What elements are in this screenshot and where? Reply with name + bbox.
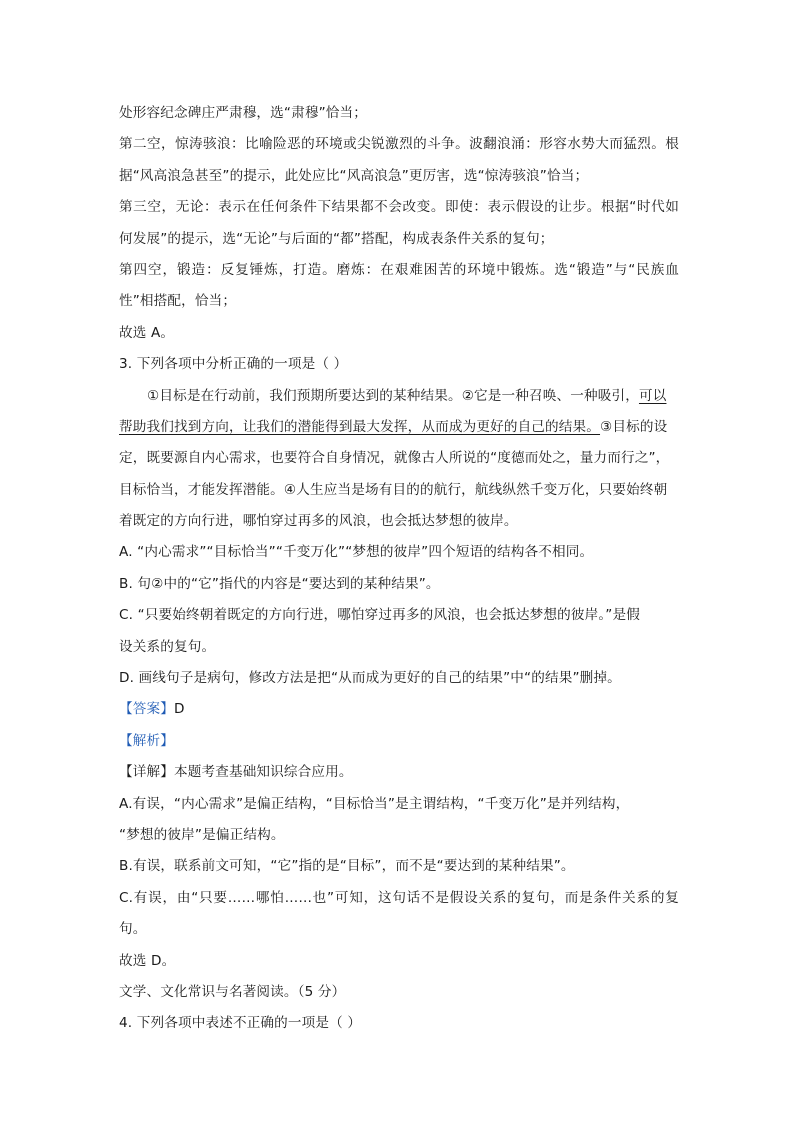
analysis-line bbox=[119, 726, 679, 757]
text-line: 处形容纪念碑庄严肃穆，选“肃穆”恰当； bbox=[119, 105, 368, 121]
passage-text: ③目标的设 bbox=[600, 418, 668, 435]
detail-b: B.有误，联系前文可知，“它”指的是“目标”，而不是“要达到的某种结果”。 bbox=[119, 858, 575, 875]
underlined-sentence: 帮助我们找到方向，让我们的潜能得到最大发挥，从而成为更好的自己的结果。 bbox=[119, 418, 601, 435]
text-line: 第二空，惊涛骇浪：比喻险恶的环境或尖锐激烈的斗争。波翻浪涌：形容水势大而猛烈。根 bbox=[119, 136, 679, 153]
passage-text: ①目标是在行动前，我们预期所要达到的某种结果。②它是一种召唤、一种吸引， bbox=[147, 387, 639, 404]
underlined-sentence: 可以 bbox=[638, 387, 667, 404]
detail-c-cont: 句。 bbox=[119, 921, 147, 938]
text-line: 性”相搭配，恰当； bbox=[119, 293, 237, 310]
answer-line bbox=[119, 694, 679, 725]
answer-value: D bbox=[173, 701, 185, 718]
detail-intro: 【详解】本题考查基础知识综合应用。 bbox=[119, 764, 353, 781]
option-c-cont: 设关系的复句。 bbox=[119, 638, 216, 655]
answer-tag: 【答案】 bbox=[119, 701, 174, 718]
passage-line: 定，既要源自内心需求，也要符合自身情况，就像古人所说的“度德而处之，量力而行之”， bbox=[119, 450, 670, 467]
analysis-tag: 【解析】 bbox=[119, 732, 174, 749]
option-c: C. “只要始终朝着既定的方向行进，哪怕穿过再多的风浪，也会抵达梦想的彼岸。”是假 bbox=[119, 607, 640, 624]
passage-line bbox=[119, 412, 679, 443]
text-line: 何发展”的提示，选“无论”与后面的“都”搭配，构成表条件关系的复句； bbox=[119, 230, 554, 247]
passage-line bbox=[119, 381, 679, 412]
section-heading: 文学、文化常识与名著阅读。（5 分） bbox=[119, 983, 346, 1000]
option-b: B. 句②中的“它”指代的内容是“要达到的某种结果”。 bbox=[119, 575, 440, 592]
question-4-stem: 4. 下列各项中表述不正确的一项是（ ） bbox=[119, 1015, 362, 1032]
document-body bbox=[119, 98, 679, 1040]
detail-a: A.有误，“内心需求”是偏正结构，“目标恰当”是主谓结构，“千变万化”是并列结构， bbox=[119, 795, 630, 812]
detail-a-cont: “梦想的彼岸”是偏正结构。 bbox=[119, 826, 285, 843]
answer-conclusion: 故选 A。 bbox=[119, 324, 175, 341]
answer-conclusion: 故选 D。 bbox=[119, 952, 176, 969]
option-a: A. “内心需求”“目标恰当”“千变万化”“梦想的彼岸”四个短语的结构各不相同。 bbox=[119, 544, 594, 561]
passage-line: 着既定的方向行进，哪怕穿过再多的风浪，也会抵达梦想的彼岸。 bbox=[119, 513, 518, 530]
question-3-stem: 3. 下列各项中分析正确的一项是（ ） bbox=[119, 356, 348, 373]
text-line: 第三空，无论：表示在任何条件下结果都不会改变。即使：表示假设的让步。根据“时代如 bbox=[119, 199, 679, 216]
option-d: D. 画线句子是病句，修改方法是把“从而成为更好的自己的结果”中“的结果”删掉。 bbox=[119, 670, 621, 687]
text-line: 据“风高浪急甚至”的提示，此处应比“风高浪急”更厉害，选“惊涛骇浪”恰当； bbox=[119, 167, 589, 184]
text-line: 第四空，锻造：反复锤炼，打造。磨炼：在艰难困苦的环境中锻炼。选“锻造”与“民族血 bbox=[119, 261, 679, 278]
passage-line: 目标恰当，才能发挥潜能。④人生应当是场有目的的航行，航线纵然千变万化，只要始终朝 bbox=[119, 481, 668, 498]
detail-c: C.有误，由“只要……哪怕……也”可知，这句话不是假设关系的复句，而是条件关系的复 bbox=[119, 889, 679, 906]
